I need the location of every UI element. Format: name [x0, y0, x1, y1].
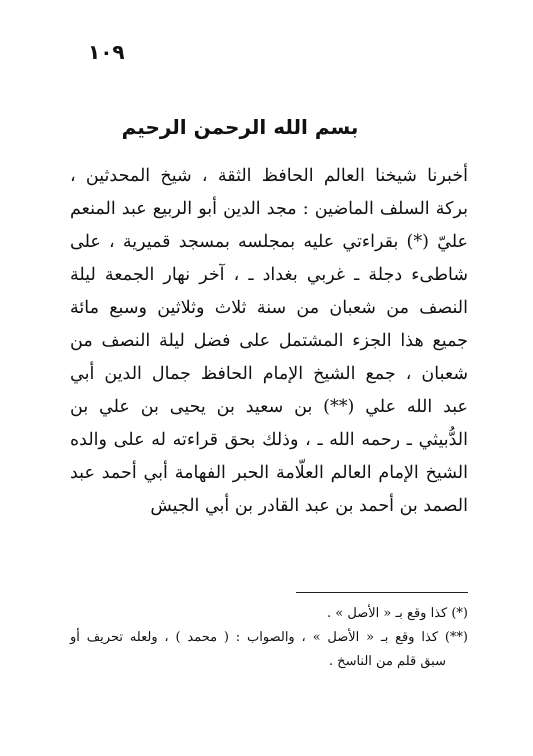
footnote-1: (*) كذا وقع بـ « الأصل » .	[327, 606, 468, 621]
text-line: النصف من شعبان من سنة ثلاث وثلاثين وسبع مائة	[70, 298, 468, 318]
text-line: الدُّبيثي ـ رحمه الله ـ ، وذلك بحق قراءته له على والده	[70, 430, 468, 450]
text-line: الصمد بن أحمد بن عبد القادر بن أبي الجيش	[150, 496, 468, 516]
main-text	[70, 160, 468, 523]
text-line: شعبان ، جمع الشيخ الإمام الحافظ جمال الدين أبي	[70, 364, 468, 384]
page-number: ١٠٩	[88, 40, 125, 64]
footnotes	[70, 602, 468, 674]
text-line: شاطىء دجلة ـ غربي بغداد ـ ، آخر نهار الجمعة ليلة	[70, 265, 468, 285]
footnote-2-continued: سبق قلم من الناسخ .	[328, 654, 446, 669]
footnote-divider	[296, 592, 468, 593]
text-line: عبد الله علي (**) بن سعيد بن يحيى بن علي بن	[70, 397, 468, 417]
text-line: أخبرنا شيخنا العالم الحافظ الثقة ، شيخ المحدثين ،	[70, 166, 468, 186]
text-line: عليّ (*) بقراءتي عليه بمجلسه بمسجد قميرية ، على	[70, 232, 468, 252]
basmala-heading: بسم الله الرحمن الرحيم	[121, 115, 359, 139]
text-line: الشيخ الإمام العالم العلّامة الحبر الفهامة أبي أحمد عبد	[70, 463, 468, 483]
text-line: جميع هذا الجزء المشتمل على فضل ليلة النصف من	[70, 331, 468, 351]
footnote-2: (**) كذا وقع بـ « الأصل » ، والصواب : ( محمد ) ، ولعله تحريف أو	[70, 630, 468, 645]
text-line: بركة السلف الماضين : مجد الدين أبو الربيع عبد المنعم	[70, 199, 468, 219]
